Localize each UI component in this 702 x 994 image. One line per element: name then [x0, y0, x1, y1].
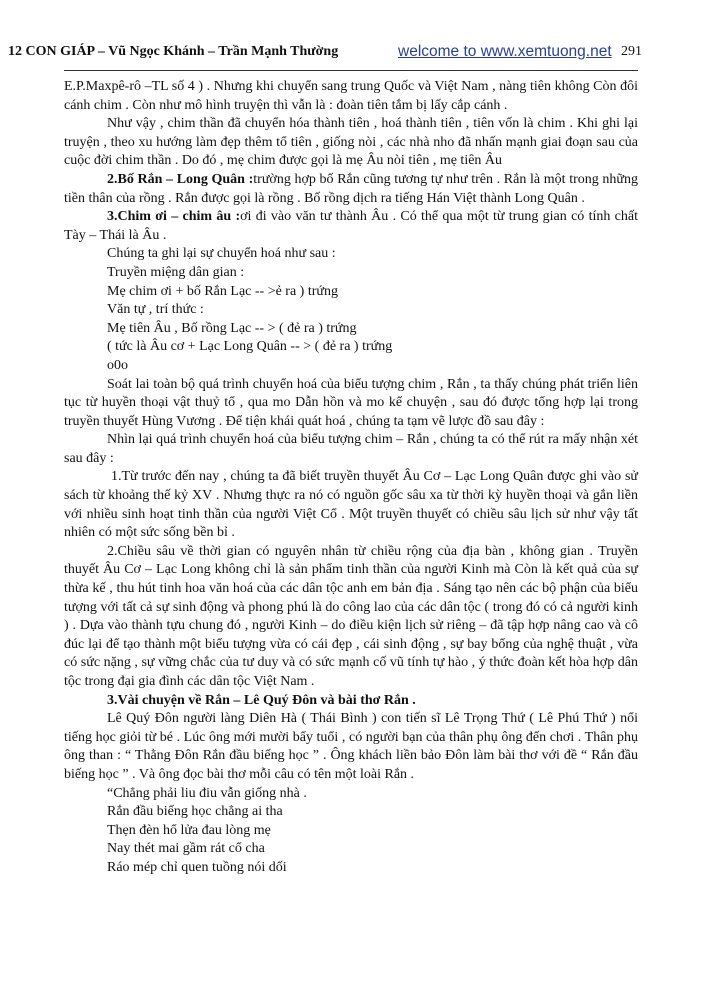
text-line: Mẹ chim ơi + bố Rắn Lạc -- >ẻ ra ) trứng	[107, 283, 338, 299]
paragraph: 1.Từ trước đến nay , chúng ta đã biết truyền thuyết Âu Cơ – Lạc Long Quân được ghi vào sử sách từ khoảng thế kỷ XV . Nhưng thực ra nó có nguồn gốc sâu xa từ thời kỳ huyền thoại và gắn liền với nhiều sinh hoạt tinh thần của người Việt Cổ . Một truyền thuyết có chiều sâu lịch sử như vậy tất nhiên có một sức sống bền bỉ .	[64, 469, 638, 541]
website-link[interactable]: welcome to www.xemtuong.net	[398, 43, 612, 60]
poem-line: Nay thét mai gầm rát cổ cha	[107, 841, 265, 857]
paragraph	[64, 692, 638, 711]
paragraph: E.P.Maxpê-rô –TL số 4 ) . Nhưng khi chuyển sang trung Quốc và Việt Nam , nàng tiên không Còn đôi cánh chim . Còn như mô hình truyện thì vẫn là : đoàn tiên tắm bị lấy cắp cánh .	[64, 79, 638, 113]
header-divider	[64, 70, 638, 71]
paragraph	[64, 171, 638, 208]
paragraph	[64, 208, 638, 245]
text-line: Văn tự , trí thức :	[107, 302, 204, 318]
section-heading: 3.Vài chuyện về Rắn – Lê Quý Đôn và bài thơ Rắn .	[107, 692, 416, 708]
page-number: 291	[621, 44, 642, 59]
text-line: ( tức là Âu cơ + Lạc Long Quân -- > ( đẻ ra ) trứng	[107, 339, 393, 355]
text-line: Truyền miệng dân gian :	[107, 264, 245, 280]
paragraph: Nhìn lại quá trình chuyển hoá của biểu tượng chim – Rắn , chúng ta có thể rút ra mấy nhận xét sau đây :	[64, 432, 638, 466]
paragraph: Như vậy , chim thần đã chuyển hóa thành tiên , hoá thành tiên , tiên vốn là chim . Khi ghi lại truyện , theo xu hướng làm đẹp thêm tổ tiên , giống nòi , các nhà nho đã nhấn mạnh giai đoạn sau của cuộc đời chim thần . Do đó , mẹ chim được gọi là mẹ Âu nòi tiên , mẹ tiên Âu	[64, 116, 638, 169]
section-heading: 2.Bố Rắn – Long Quân :	[107, 171, 254, 187]
poem-line: Thẹn đèn hổ lửa đau lòng mẹ	[107, 822, 271, 838]
page-header	[8, 43, 642, 66]
text-line: Chúng ta ghi lại sự chuyển hoá như sau :	[107, 246, 336, 262]
section-heading: 3.Chim ơi – chim âu :	[107, 209, 241, 225]
text-line: Mẹ tiên Âu , Bố rồng Lạc -- > ( đẻ ra ) trứng	[107, 320, 357, 336]
paragraph: 2.Chiều sâu về thời gian có nguyên nhân từ chiều rộng của địa bàn , không gian . Truyền thuyết Âu Cơ – Lạc Long không chỉ là sản phẩm tinh thần của người Kinh mà Còn là kết quả của sự thừa kế , thu hút tinh hoa văn hoá của các dân tộc anh em bản địa . Sáng tạo nên các bộ phận của biểu tượng với tất cả sự sinh động và phong phú là do công lao của các dân tộc ( trong đó có cả người kinh ) . Dựa vào thành tựu chung đó , người Kinh – do điều kiện lịch sử riêng – đã tập hợp nâng cao và cô đúc lại để tạo thành một biểu tượng vừa có cái đẹp , cái sinh động , sự bay bổng của nghệ thuật , vừa có sức nặng , sự vững chắc của tư duy và có sức mạnh cố vũ tính tự hào , ý thức đoàn kết hòa hợp dân tộc trong đại gia đình các dân tộc Việt Nam .	[64, 543, 638, 689]
paragraph: Soát lai toàn bộ quá trình chuyển hoá của biểu tượng chim , Rắn , ta thấy chúng phát triển liên tục từ huyền thoại vật thuỷ tổ , qua mo Dẫn hồn và mo kể chuyện , sau đó được tổng hợp lại trong truyền thuyết Hùng Vương . Để tiện khái quát hoá , chúng ta tạm vẽ lược đồ sau đây :	[64, 376, 638, 429]
poem-line: Rắn đầu biếng học chẳng ai tha	[107, 804, 283, 820]
page-body	[64, 78, 638, 878]
book-title: 12 CON GIÁP – Vũ Ngọc Khánh – Trần Mạnh Thường	[8, 44, 339, 59]
text-line: o0o	[107, 357, 128, 373]
paragraph: Lê Quý Đôn người làng Diên Hà ( Thái Bình ) con tiến sĩ Lê Trọng Thứ ( Lê Phú Thứ ) nổi tiếng học giỏi từ bé . Lúc ông mới mười bẩy tuổi , có người bạn của thân phụ ông đến chơi . Thân phụ ông than : “ Thằng Đôn Rắn đầu biếng học ” . Ông khách liền bảo Đôn làm bài thơ với đề “ Rắn đầu biếng học ” . Và ông đọc bài thơ mỗi câu có tên một loài Rắn .	[64, 711, 638, 782]
paragraph-text: ơi đi vào văn tư thành Âu . Có thể qua một từ trung gian có tính chất Tày – Thái là Âu .	[64, 209, 638, 243]
paragraph-text: trường hợp bố Rắn cũng tương tự như trên . Rắn là một trong những tiền thân của rồng . Rắn được gọi là rồng . Bố rồng dịch ra tiếng Hán Việt thành Long Quân .	[64, 171, 639, 206]
poem-line: “Chẳng phải liu điu vẫn giống nhà .	[107, 785, 307, 801]
poem-line: Ráo mép chỉ quen tuồng nói dối	[107, 859, 287, 875]
